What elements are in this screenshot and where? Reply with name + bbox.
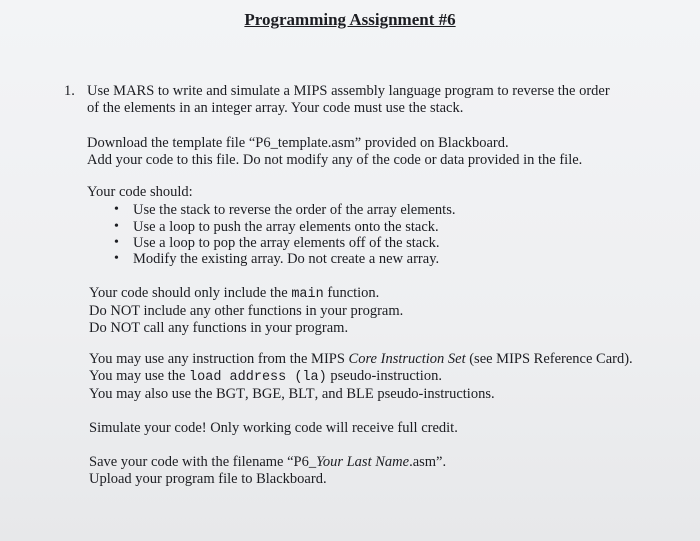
upload-line: Upload your program file to Blackboard. bbox=[89, 471, 327, 487]
load-address-before: You may use the bbox=[89, 368, 190, 384]
save-paragraph bbox=[89, 454, 446, 488]
should-heading: Your code should: bbox=[87, 184, 193, 200]
main-only-before: Your code should only include the bbox=[89, 285, 292, 301]
download-paragraph bbox=[87, 135, 582, 169]
download-line-1: Download the template file “P6_template.asm” provided on Blackboard. bbox=[87, 135, 509, 151]
core-instruction-line bbox=[89, 351, 633, 368]
load-address-after: pseudo-instruction. bbox=[326, 368, 442, 384]
item-number: 1. bbox=[64, 83, 75, 99]
main-only-after: function. bbox=[323, 285, 380, 301]
branch-pseudo-before: You may also use the bbox=[89, 386, 217, 402]
save-last-name: Your Last Name bbox=[316, 454, 410, 470]
intro-line-1: Use MARS to write and simulate a MIPS assembly language program to reverse the order bbox=[87, 83, 610, 99]
load-address-code: load address (la) bbox=[189, 370, 327, 385]
bullet-item-stack: Use the stack to reverse the order of the array elements. bbox=[133, 202, 456, 218]
op-bgt: BGT bbox=[216, 386, 246, 402]
download-line-2: Add your code to this file. Do not modify any of the code or data provided in the file. bbox=[87, 152, 583, 168]
bullet-marker: • bbox=[114, 202, 119, 217]
functions-paragraph bbox=[89, 285, 403, 337]
bullet-item-modify-array: Modify the existing array. Do not create a new array. bbox=[133, 251, 440, 267]
core-instruction-after: (see MIPS Reference Card). bbox=[465, 351, 633, 367]
no-other-functions-line: Do NOT include any other functions in your program. bbox=[89, 303, 404, 319]
intro-paragraph bbox=[87, 83, 610, 117]
core-instruction-before: You may use any instruction from the MIPS bbox=[89, 351, 349, 367]
intro-line-2: of the elements in an integer array. Your code must use the stack. bbox=[87, 100, 464, 116]
op-separator-last: , and bbox=[314, 386, 347, 402]
page-title: Programming Assignment #6 bbox=[244, 10, 456, 29]
instructions-paragraph bbox=[89, 351, 633, 403]
main-function-code: main bbox=[291, 287, 324, 302]
op-separator: , bbox=[281, 386, 289, 402]
bullet-item-pop-loop: Use a loop to pop the array elements off of the stack. bbox=[133, 235, 440, 251]
core-instruction-set: Core Instruction Set bbox=[348, 351, 466, 367]
op-separator: , bbox=[245, 386, 253, 402]
save-filename-line bbox=[89, 454, 446, 471]
op-bge: BGE bbox=[252, 386, 282, 402]
branch-pseudo-after: pseudo-instructions. bbox=[373, 386, 495, 402]
bullet-marker: • bbox=[114, 219, 119, 234]
save-after: .asm”. bbox=[409, 454, 447, 470]
op-blt: BLT bbox=[288, 386, 315, 402]
bullet-item-push-loop: Use a loop to push the array elements onto the stack. bbox=[133, 219, 439, 235]
op-ble: BLE bbox=[346, 386, 374, 402]
save-before: Save your code with the filename “P6_ bbox=[89, 454, 317, 470]
branch-pseudo-line bbox=[89, 386, 633, 403]
bullet-marker: • bbox=[114, 251, 119, 266]
load-address-line bbox=[89, 368, 633, 386]
bullet-marker: • bbox=[114, 235, 119, 250]
no-call-functions-line: Do NOT call any functions in your program. bbox=[89, 320, 349, 336]
main-only-line bbox=[89, 285, 403, 303]
simulate-line: Simulate your code! Only working code will receive full credit. bbox=[89, 420, 458, 436]
